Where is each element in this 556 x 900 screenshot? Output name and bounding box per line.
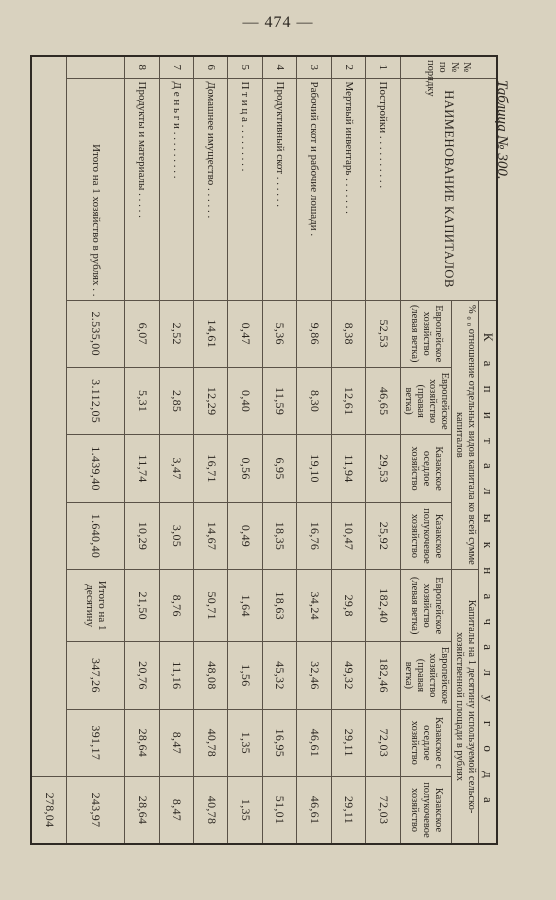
cell: 6,07: [125, 300, 159, 367]
col-rub-eu-right: Европейское хозяйство (правая ветка): [400, 642, 451, 709]
cell: 52,53: [366, 300, 400, 367]
cell: 46,61: [297, 777, 331, 844]
row-number: 4: [262, 56, 296, 78]
cell: 1,64: [228, 570, 262, 642]
total-desyatina-label: Итого на 1 десятину: [67, 570, 125, 642]
cell: 3,47: [159, 435, 193, 502]
cell: 11,94: [331, 435, 365, 502]
cell: 8,47: [159, 709, 193, 776]
totals-row: [67, 56, 125, 844]
col-pct-eu-left: Европейское хозяйство (левая ветка): [400, 300, 451, 367]
col-pct-kaz-settled: Казакское оседлое хозяйство: [400, 435, 451, 502]
row-name: Рабочий скот и рабочие лошади .: [297, 78, 331, 300]
cell: 1,35: [228, 777, 262, 844]
header-percent: % ₀ ₀ отношение отдельных видов капитала ко всей сумме капиталов: [451, 300, 478, 570]
cell: 21,50: [125, 570, 159, 642]
capital-table-rotated: [30, 55, 498, 845]
table-row: [366, 56, 400, 844]
table-row: [297, 56, 331, 844]
page-number: — 474 —: [242, 14, 314, 31]
row-name: Продукты и материалы . . . . .: [125, 78, 159, 300]
total-desyatina-cell: 243,97: [67, 777, 125, 844]
cell: 10,47: [331, 502, 365, 569]
cell: 19,10: [297, 435, 331, 502]
table-row: [262, 56, 296, 844]
cell: 46,65: [366, 367, 400, 434]
row-number: 6: [193, 56, 227, 78]
cell: 20,76: [125, 642, 159, 709]
cell: 8,38: [331, 300, 365, 367]
row-name: Д е н ь г и . . . . . . . . .: [159, 78, 193, 300]
cell: 1,35: [228, 709, 262, 776]
cell: 3,05: [159, 502, 193, 569]
col-rub-kaz-seminomad: Казакское полукочевое хозяйство: [400, 777, 451, 844]
row-name: П т и ц а . . . . . . . . .: [228, 78, 262, 300]
total-desyatina-cell: 278,04: [31, 777, 67, 844]
totals-row-extra: [31, 56, 67, 844]
totals-spacer: [31, 56, 67, 777]
cell: 1,56: [228, 642, 262, 709]
cell: 46,61: [297, 709, 331, 776]
row-number: 3: [297, 56, 331, 78]
total-household-label: Итого на 1 хозяйство в рублях . .: [67, 78, 125, 300]
totals-num: [67, 56, 125, 78]
row-name: Продуктивный скот . . . . . .: [262, 78, 296, 300]
cell: 11,59: [262, 367, 296, 434]
col-pct-kaz-seminomad: Казакское полукочевое хозяйство: [400, 502, 451, 569]
cell: 32,46: [297, 642, 331, 709]
cell: 8,47: [159, 777, 193, 844]
row-number: 5: [228, 56, 262, 78]
cell: 0,49: [228, 502, 262, 569]
cell: 6,95: [262, 435, 296, 502]
cell: 14,67: [193, 502, 227, 569]
cell: 0,40: [228, 367, 262, 434]
cell: 8,30: [297, 367, 331, 434]
cell: 182,40: [366, 570, 400, 642]
row-number: 2: [331, 56, 365, 78]
table-row: [228, 56, 262, 844]
cell: 25,92: [366, 502, 400, 569]
cell: 11,16: [159, 642, 193, 709]
cell: 8,76: [159, 570, 193, 642]
cell: 9,86: [297, 300, 331, 367]
table-caption: Таблица № 300.: [494, 80, 510, 180]
col-pct-eu-right: Европейское хозяйство (правая ветка): [400, 367, 451, 434]
header-name: НАИМЕНОВАНИЕ КАПИТАЛОВ: [400, 78, 497, 300]
table-row: [193, 56, 227, 844]
cell: 16,76: [297, 502, 331, 569]
cell: 10,29: [125, 502, 159, 569]
total-household-cell: 1.640,40: [67, 502, 125, 569]
cell: 16,71: [193, 435, 227, 502]
cell: 29,8: [331, 570, 365, 642]
table-row: [125, 56, 159, 844]
cell: 29,53: [366, 435, 400, 502]
cell: 2,85: [159, 367, 193, 434]
cell: 49,32: [331, 642, 365, 709]
col-rub-eu-left: Европейское хозяйство (левая ветка): [400, 570, 451, 642]
cell: 182,46: [366, 642, 400, 709]
cell: 12,61: [331, 367, 365, 434]
table-row: [159, 56, 193, 844]
header-num: №№ по порядку: [400, 56, 497, 78]
total-desyatina-cell: 347,26: [67, 642, 125, 709]
col-rub-kaz-settled: Казакское с оседлое хозяйство: [400, 709, 451, 776]
capital-table: [30, 55, 498, 845]
cell: 18,63: [262, 570, 296, 642]
cell: 72,03: [366, 777, 400, 844]
row-number: 1: [366, 56, 400, 78]
cell: 0,56: [228, 435, 262, 502]
row-number: 7: [159, 56, 193, 78]
cell: 48,08: [193, 642, 227, 709]
cell: 40,78: [193, 709, 227, 776]
cell: 14,61: [193, 300, 227, 367]
cell: 28,64: [125, 777, 159, 844]
row-name: Мертвый инвентарь . . . . . . .: [331, 78, 365, 300]
cell: 72,03: [366, 709, 400, 776]
cell: 18,35: [262, 502, 296, 569]
cell: 45,32: [262, 642, 296, 709]
cell: 29,11: [331, 777, 365, 844]
cell: 51,01: [262, 777, 296, 844]
cell: 40,78: [193, 777, 227, 844]
header-group: К а п и т а л ы к н а ч а л у г о д а: [479, 300, 497, 844]
total-desyatina-cell: 391,17: [67, 709, 125, 776]
total-household-cell: 3.112,05: [67, 367, 125, 434]
cell: 28,64: [125, 709, 159, 776]
cell: 16,95: [262, 709, 296, 776]
table-row: [331, 56, 365, 844]
cell: 29,11: [331, 709, 365, 776]
cell: 12,29: [193, 367, 227, 434]
cell: 11,74: [125, 435, 159, 502]
cell: 0,47: [228, 300, 262, 367]
cell: 2,52: [159, 300, 193, 367]
total-household-cell: 1.439,40: [67, 435, 125, 502]
cell: 5,36: [262, 300, 296, 367]
cell: 50,71: [193, 570, 227, 642]
table-body: [31, 56, 400, 844]
cell: 5,31: [125, 367, 159, 434]
header-rubles: Капиталы на 1 десятину используемой сельско-хозяйственной площади в рублях: [451, 570, 478, 844]
row-name: Постройки . . . . . . . . . .: [366, 78, 400, 300]
row-name: Домашнее имущество . . . . . .: [193, 78, 227, 300]
row-number: 8: [125, 56, 159, 78]
cell: 34,24: [297, 570, 331, 642]
total-household-cell: 2.535,00: [67, 300, 125, 367]
